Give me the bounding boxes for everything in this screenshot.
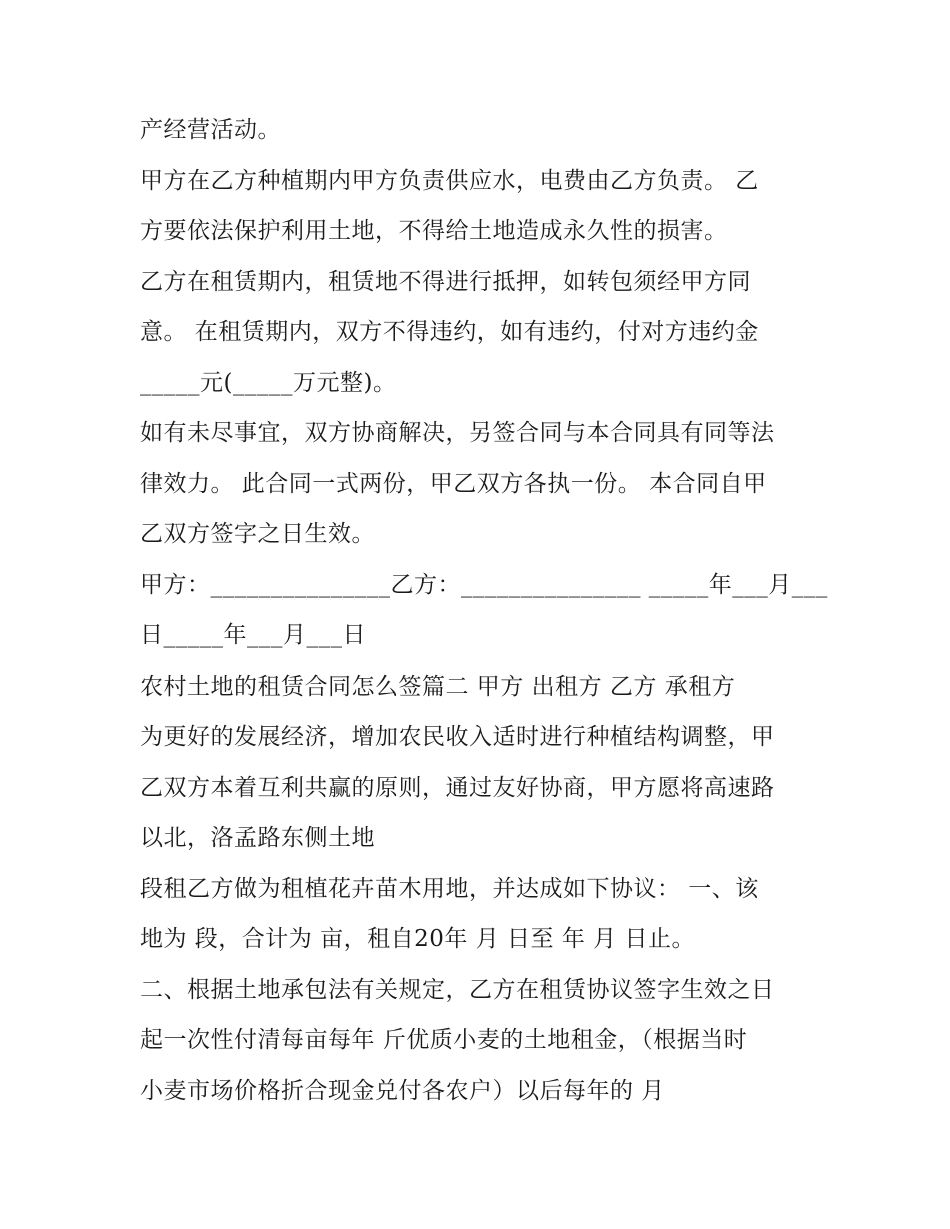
text-line: 产经营活动。 <box>140 117 281 143</box>
text-line: 以北，洛孟路东侧土地 <box>140 825 375 851</box>
section-heading: 农村土地的租赁合同怎么签篇二 甲方 出租方 乙方 承租方 <box>140 674 736 700</box>
text-line: 乙双方签字之日生效。 <box>140 521 375 547</box>
date-line: 日_____年___月___日 <box>140 622 366 648</box>
text-line: 为更好的发展经济，增加农民收入适时进行种植结构调整，甲 <box>140 724 775 750</box>
text-line: 地为 段，合计为 亩，租自20年 月 日至 年 月 日止。 <box>140 926 695 952</box>
text-line: 意。 在租赁期内，双方不得违约，如有违约，付对方违约金 <box>140 319 759 345</box>
text-line: 小麦市场价格折合现金兑付各农户）以后每年的 月 <box>140 1078 665 1104</box>
text-line: 段租乙方做为租植花卉苗木用地，并达成如下协议： 一、该 <box>140 876 759 902</box>
text-line: 乙方在租赁期内，租赁地不得进行抵押，如转包须经甲方同 <box>140 269 751 295</box>
text-line: 乙双方本着互利共赢的原则，通过友好协商，甲方愿将高速路 <box>140 775 775 801</box>
text-line: 方要依法保护利用土地，不得给土地造成永久性的损害。 <box>140 218 728 244</box>
text-line: _____元(_____万元整)。 <box>140 370 397 396</box>
text-line: 律效力。 此合同一式两份，甲乙双方各执一份。 本合同自甲 <box>140 471 767 497</box>
text-line: 二、根据土地承包法有关规定，乙方在租赁协议签字生效之日 <box>140 977 775 1003</box>
text-line: 如有未尽事宜，双方协商解决，另签合同与本合同具有同等法 <box>140 420 775 446</box>
text-line: 甲方在乙方种植期内甲方负责供应水，电费由乙方负责。 乙 <box>140 168 759 194</box>
signature-line: 甲方：_______________乙方：_______________ _____年___月___ <box>140 572 828 598</box>
text-line: 起一次性付清每亩每年 斤优质小麦的土地租金，（根据当时 <box>140 1027 748 1053</box>
